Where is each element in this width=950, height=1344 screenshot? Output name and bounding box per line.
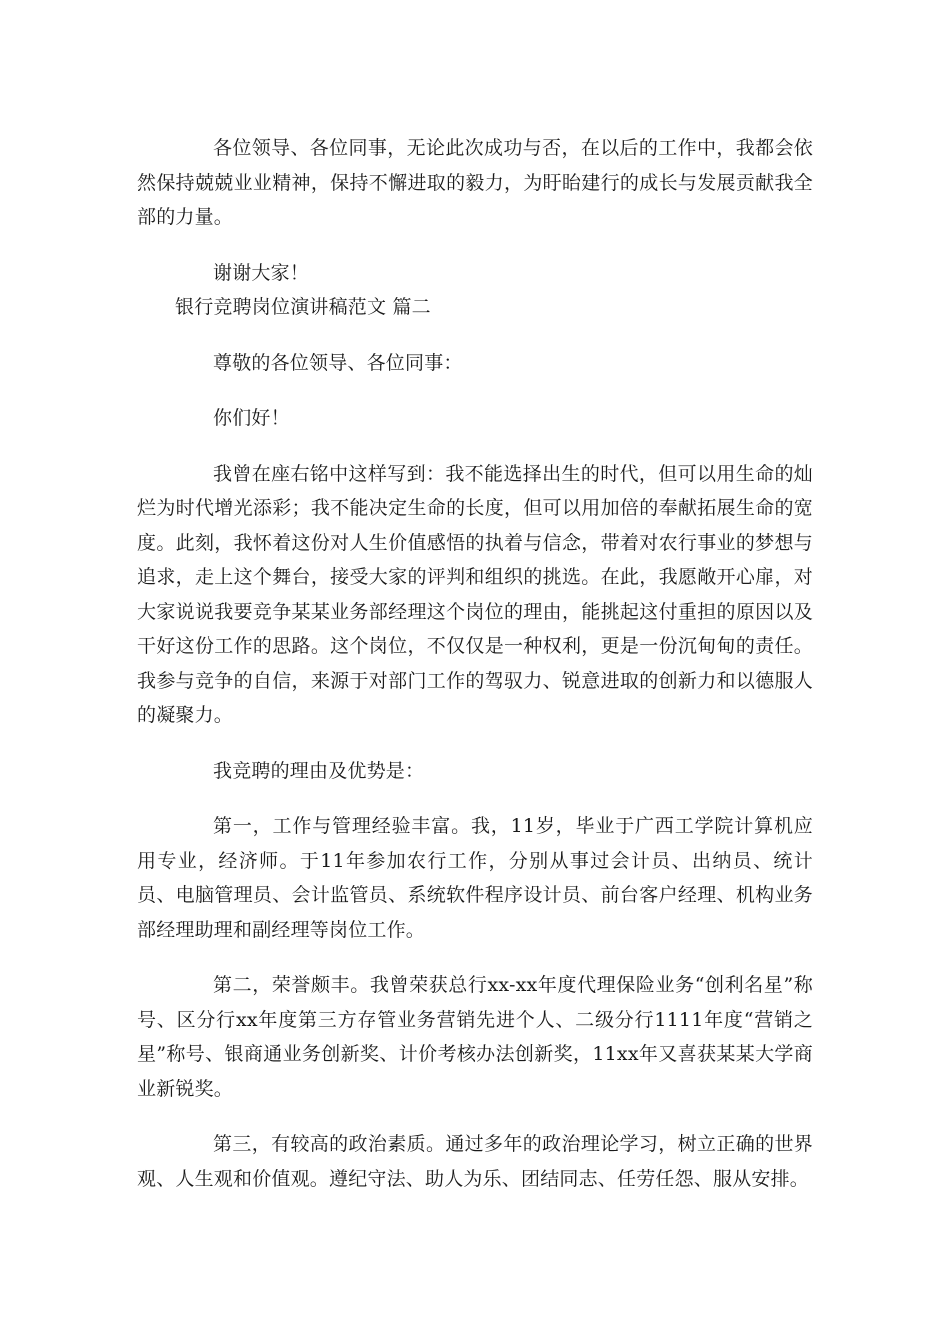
reason-3-paragraph: 第三，有较高的政治素质。通过多年的政治理论学习，树立正确的世界观、人生观和价值观。遵纪守法、助人为乐、团结同志、任劳任怨、服从安排。 [137, 1133, 813, 1190]
reason-1-paragraph: 第一，工作与管理经验丰富。我，11岁，毕业于广西工学院计算机应用专业，经济师。于11年参加农行工作，分别从事过会计员、出纳员、统计员、电脑管理员、会计监管员、系统软件程序设计员、前台客户经理、机构业务部经理助理和副经理等岗位工作。 [137, 815, 813, 941]
reason-2-paragraph: 第二，荣誉颇丰。我曾荣获总行xx-xx年度代理保险业务“创利名星”称号、区分行xx年度第三方存管业务营销先进个人、二级分行1111年度“营销之星”称号、银商通业务创新奖、计价考核办法创新奖，11xx年又喜获某某大学商业新锐奖。 [137, 974, 813, 1100]
section-heading: 银行竞聘岗位演讲稿范文 篇二 [175, 296, 431, 318]
greeting: 你们好！ [213, 407, 290, 429]
reasons-heading: 我竞聘的理由及优势是： [213, 759, 425, 782]
document-page [137, 131, 813, 1196]
closing-paragraph: 各位领导、各位同事，无论此次成功与否，在以后的工作中，我都会依然保持兢兢业业精神，保持不懈进取的毅力，为盱眙建行的成长与发展贡献我全部的力量。 [137, 137, 813, 228]
salutation: 尊敬的各位领导、各位同事： [213, 351, 463, 374]
thanks-line: 谢谢大家！ [213, 261, 310, 284]
intro-paragraph: 我曾在座右铭中这样写到：我不能选择出生的时代，但可以用生命的灿烂为时代增光添彩；我不能决定生命的长度，但可以用加倍的奉献拓展生命的宽度。此刻，我怀着这份对人生价值感悟的执着与信念，带着对农行事业的梦想与追求，走上这个舞台，接受大家的评判和组织的挑选。在此，我愿敞开心扉，对大家说说我要竞争某某业务部经理这个岗位的理由，能挑起这付重担的原因以及干好这份工作的思路。这个岗位，不仅仅是一种权利，更是一份沉甸甸的责任。我参与竞争的自信，来源于对部门工作的驾驭力、锐意进取的创新力和以德服人的凝聚力。 [137, 462, 813, 726]
